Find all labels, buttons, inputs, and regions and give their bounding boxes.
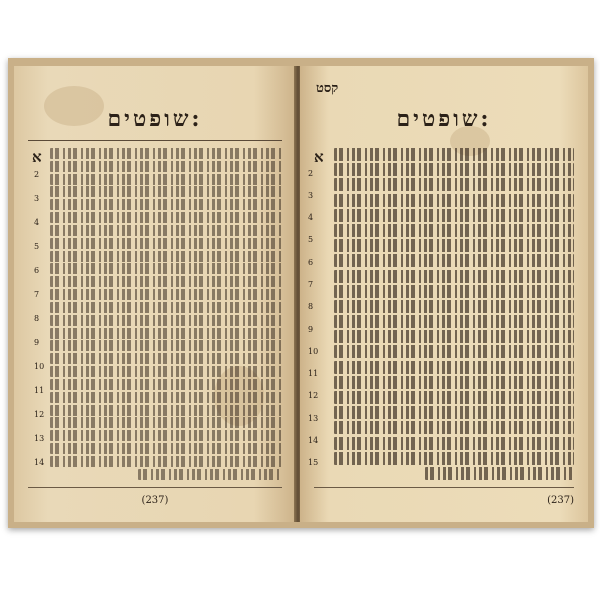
running-head: קסט (316, 81, 339, 96)
verse-number: 7 (308, 280, 314, 290)
left-page-number: (237) (141, 495, 169, 506)
verse-number: 15 (308, 458, 319, 468)
left-chapter-mark: א (32, 148, 42, 166)
text-line (50, 315, 282, 326)
verse-number: 9 (34, 337, 40, 347)
verse-number: 10 (34, 361, 45, 371)
right-page-title: שופטים: (396, 106, 492, 132)
left-text-block (50, 148, 282, 480)
text-line (50, 263, 282, 274)
right-verse-numbers (308, 162, 318, 474)
text-line (334, 391, 574, 404)
verse-number: 14 (308, 436, 319, 446)
right-page-number: (237) (547, 495, 574, 506)
verse-number: 12 (34, 409, 45, 419)
verse-number: 6 (34, 265, 40, 275)
text-line (334, 270, 574, 283)
verse-number: 14 (34, 457, 45, 467)
verse-number: 9 (308, 324, 314, 334)
text-line (334, 178, 574, 191)
verse-number: 11 (308, 369, 319, 379)
text-line (50, 379, 282, 390)
verse-number: 4 (308, 213, 314, 223)
text-line (334, 224, 574, 237)
text-line (334, 376, 574, 389)
verse-number: 4 (34, 217, 40, 227)
right-page (300, 66, 588, 522)
verse-number: 11 (34, 385, 45, 395)
text-line (334, 361, 574, 374)
text-line (334, 452, 574, 465)
text-line (50, 186, 282, 197)
left-page-title: שופטים: (107, 106, 203, 132)
verse-number: 10 (308, 346, 319, 356)
verse-number: 5 (308, 235, 314, 245)
text-line (50, 174, 282, 185)
text-line (50, 199, 282, 210)
right-chapter-mark: א (314, 148, 324, 166)
verse-number: 2 (308, 168, 314, 178)
text-line (138, 469, 282, 480)
left-verse-numbers (34, 162, 44, 474)
text-line (50, 340, 282, 351)
footer-rule (28, 487, 282, 488)
text-line (334, 209, 574, 222)
verse-number: 13 (34, 433, 45, 443)
text-line (334, 285, 574, 298)
text-line (50, 276, 282, 287)
text-line (50, 225, 282, 236)
open-book (8, 58, 594, 528)
text-line (50, 238, 282, 249)
text-line (334, 239, 574, 252)
verse-number: 8 (308, 302, 314, 312)
text-line (334, 406, 574, 419)
title-rule (28, 140, 282, 141)
verse-number: 3 (34, 193, 40, 203)
verse-number: 5 (34, 241, 40, 251)
text-line (50, 328, 282, 339)
text-line (334, 300, 574, 313)
text-line (50, 405, 282, 416)
text-line (334, 315, 574, 328)
text-line (50, 212, 282, 223)
left-footer (28, 495, 282, 506)
text-line (50, 161, 282, 172)
verse-number: 3 (308, 190, 314, 200)
text-line (50, 289, 282, 300)
text-line (50, 353, 282, 364)
verse-number: 2 (34, 169, 40, 179)
verse-number: 12 (308, 391, 319, 401)
text-line (334, 254, 574, 267)
verse-number: 6 (308, 257, 314, 267)
text-line (50, 430, 282, 441)
text-line (334, 421, 574, 434)
footer-rule (314, 487, 574, 488)
text-line (50, 366, 282, 377)
text-line (50, 251, 282, 262)
text-line (334, 345, 574, 358)
text-line (425, 467, 574, 480)
text-line (50, 417, 282, 428)
text-line (50, 443, 282, 454)
text-line (334, 330, 574, 343)
left-page (14, 66, 296, 522)
text-line (50, 456, 282, 467)
right-footer (314, 495, 574, 506)
verse-number: 8 (34, 313, 40, 323)
text-line (50, 302, 282, 313)
text-line (334, 163, 574, 176)
text-line (50, 392, 282, 403)
text-line (334, 437, 574, 450)
verse-number: 7 (34, 289, 40, 299)
verse-number: 13 (308, 413, 319, 423)
text-line (334, 148, 574, 161)
right-text-block (334, 148, 574, 480)
text-line (50, 148, 282, 159)
text-line (334, 194, 574, 207)
